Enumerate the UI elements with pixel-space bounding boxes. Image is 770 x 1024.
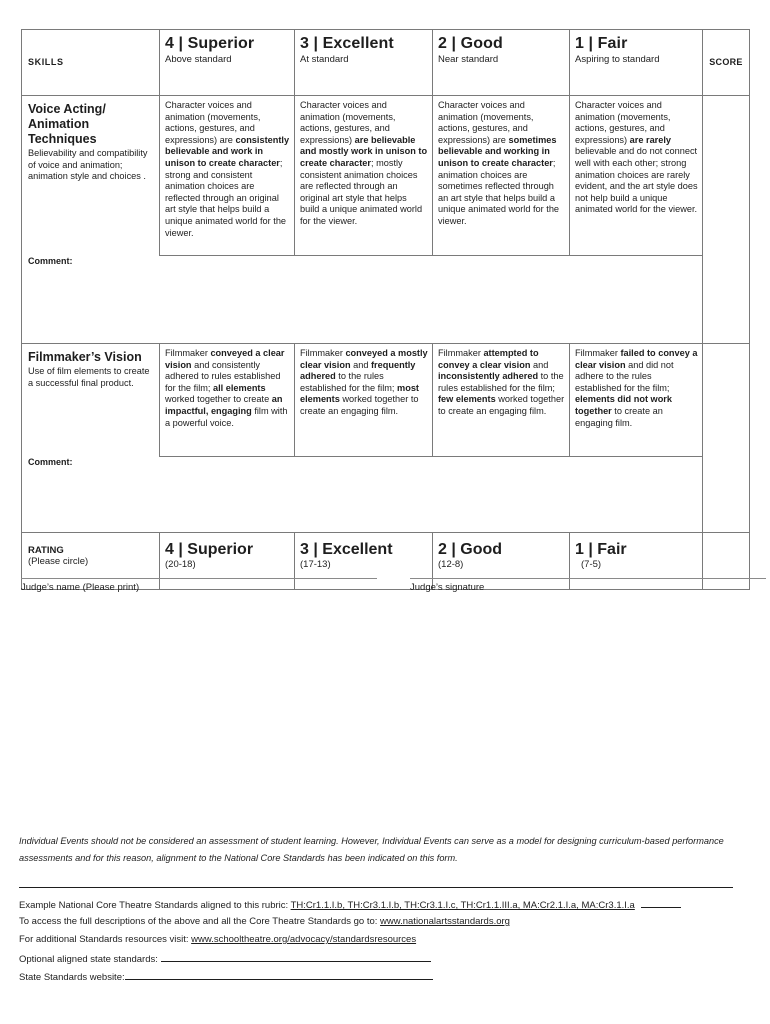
- criteria-text: worked together to create: [165, 394, 272, 405]
- skill-cell: [22, 96, 160, 256]
- level-header-superior: [160, 30, 295, 96]
- score-cell[interactable]: [703, 344, 750, 533]
- comment-label: Comment:: [28, 457, 73, 467]
- skill-row-filmmakers-vision: [22, 344, 750, 457]
- judge-name-label: Judge’s name (Please print): [21, 582, 140, 593]
- criteria-emphasis: few elements: [438, 394, 496, 405]
- criteria-text: believable and do not connect well with each other; strong animation choices are rarely evident, and the art style does not help build a unique animated world for the viewer.: [575, 146, 698, 215]
- criteria-emphasis: elements did not work together: [575, 394, 672, 416]
- additional-line: [19, 934, 416, 945]
- criteria-text: to the rules established for the film;: [300, 371, 398, 393]
- judge-signature-label: Judge’s signature: [410, 582, 485, 593]
- level-title: 4 | Superior: [165, 35, 255, 52]
- rating-option-good[interactable]: [433, 533, 570, 590]
- criteria-text: worked together to create an engaging film.: [300, 394, 419, 416]
- state-website-line: [19, 970, 433, 983]
- judge-signature-line[interactable]: [410, 578, 766, 579]
- rating-range: (20-18): [165, 559, 196, 570]
- rating-title: 2 | Good: [438, 541, 503, 558]
- criteria-cell: [295, 96, 433, 256]
- criteria-cell: [570, 344, 703, 457]
- criteria-cell: [570, 96, 703, 256]
- criteria-text: to create an engaging film.: [575, 405, 663, 428]
- level-subtitle: Above standard: [165, 54, 232, 65]
- criteria-cell: [160, 344, 295, 457]
- additional-link[interactable]: www.schooltheatre.org/advocacy/standardsresources: [191, 934, 417, 945]
- score-header: SCORE: [703, 30, 750, 96]
- criteria-text: ; strong and consistent animation choices are reflected through an original art style that helps build a unique animated world for the viewer.: [165, 157, 287, 238]
- rating-score-cell[interactable]: [703, 533, 750, 590]
- criteria-text: film with a powerful voice.: [165, 405, 288, 428]
- rating-option-fair[interactable]: [570, 533, 703, 590]
- criteria-cell: [433, 96, 570, 256]
- criteria-text: Character voices and animation (movements, actions, gestures, and expressions): [575, 100, 671, 145]
- additional-label: For additional Standards resources visit:: [19, 934, 192, 945]
- skill-name: Voice Acting/ Animation Techniques: [28, 102, 106, 146]
- level-subtitle: At standard: [300, 54, 349, 65]
- criteria-text: ; mostly consistent animation choices are reflected through an original art style that helps build a unique animated world for the viewer.: [300, 157, 423, 226]
- level-header-good: [433, 30, 570, 96]
- rating-label: RATING: [28, 545, 64, 556]
- criteria-text: and consistently adhered to rules established for the film;: [165, 359, 281, 393]
- rating-option-excellent[interactable]: [295, 533, 433, 590]
- comment-row: [22, 256, 750, 344]
- criteria-text: and: [350, 359, 371, 370]
- level-title: 2 | Good: [438, 35, 503, 52]
- criteria-cell: [433, 344, 570, 457]
- access-line: [19, 916, 510, 927]
- state-website-field[interactable]: [125, 970, 433, 980]
- criteria-text: worked together to create an engaging film.: [438, 394, 565, 416]
- criteria-text: Character voices and animation (movements, actions, gestures, and expressions) are: [165, 100, 261, 145]
- comment-label: Comment:: [28, 256, 73, 266]
- criteria-emphasis: an impactful, engaging: [165, 394, 283, 416]
- optional-standards-field[interactable]: [161, 952, 431, 962]
- state-website-label: State Standards website:: [19, 972, 125, 983]
- rating-option-superior[interactable]: [160, 533, 295, 590]
- criteria-emphasis: are rarely: [629, 134, 672, 145]
- rating-range: (7-5): [581, 559, 602, 570]
- skill-description: Believability and compatibility of voice and animation; animation style and choices .: [28, 148, 148, 182]
- standards-blank: [641, 898, 681, 908]
- criteria-text: to the rules established for the film;: [438, 371, 564, 393]
- criteria-emphasis: all elements: [213, 382, 266, 393]
- rating-title: 4 | Superior: [165, 541, 254, 558]
- skill-row-voice-acting: [22, 96, 750, 256]
- criteria-text: and: [530, 359, 549, 370]
- comment-area[interactable]: [22, 256, 703, 344]
- level-subtitle: Near standard: [438, 54, 499, 65]
- criteria-text: and did not adhere to the rules established for the film;: [575, 359, 674, 393]
- assessment-note: Individual Events should not be considered an assessment of student learning. However, Individual Events can serve as a model for designing curriculum-based performance assessments and for this reason, alignment to the National Core Standards has been indicated on this form.: [19, 836, 724, 863]
- level-subtitle: Aspiring to standard: [575, 54, 660, 65]
- score-cell[interactable]: [703, 96, 750, 344]
- criteria-emphasis: are believable and mostly work in unison to create character: [300, 134, 428, 168]
- criteria-cell: [160, 96, 295, 256]
- comment-row: [22, 457, 750, 533]
- criteria-text: Character voices and animation (movements, actions, gestures, and expressions) are: [438, 100, 534, 145]
- level-header-fair: [570, 30, 703, 96]
- rubric-table: [21, 29, 750, 590]
- judge-name-line[interactable]: [21, 578, 377, 579]
- access-label: To access the full descriptions of the above and all the Core Theatre Standards go to:: [19, 916, 381, 927]
- rating-range: (17-13): [300, 559, 331, 570]
- rating-title: 1 | Fair: [575, 541, 627, 558]
- criteria-emphasis: frequently adhered: [300, 359, 416, 382]
- criteria-emphasis: most elements: [300, 382, 419, 405]
- criteria-text: Filmmaker: [300, 348, 346, 358]
- rating-title: 3 | Excellent: [300, 541, 393, 558]
- criteria-emphasis: consistently believable and work in unison to create character: [165, 134, 290, 168]
- criteria-text: Filmmaker: [165, 348, 211, 358]
- skills-header: SKILLS: [22, 30, 160, 96]
- rating-instruction: (Please circle): [28, 556, 89, 567]
- comment-area[interactable]: [22, 457, 703, 533]
- optional-standards-line: [19, 952, 431, 965]
- level-title: 3 | Excellent: [300, 35, 394, 52]
- footer-divider: [19, 887, 733, 888]
- criteria-cell: [295, 344, 433, 457]
- criteria-text: Filmmaker: [438, 348, 484, 358]
- criteria-emphasis: attempted to convey a clear vision: [438, 348, 539, 370]
- skill-cell: [22, 344, 160, 457]
- skill-name: Filmmaker’s Vision: [28, 350, 142, 364]
- criteria-text: Character voices and animation (movements, actions, gestures, and expressions): [300, 100, 396, 145]
- standards-value: TH:Cr1.1.I.b, TH:Cr3.1.I.b, TH:Cr3.1.I.c, TH:Cr1.1.III.a, MA:Cr2.1.I.a, MA:Cr3.1.I.a: [290, 900, 635, 911]
- level-header-excellent: [295, 30, 433, 96]
- header-row: [22, 30, 750, 96]
- criteria-emphasis: inconsistently adhered: [438, 371, 539, 382]
- standards-label: Example National Core Theatre Standards aligned to this rubric:: [19, 900, 291, 911]
- criteria-text: Filmmaker: [575, 348, 621, 358]
- rating-row: [22, 533, 750, 590]
- criteria-emphasis: sometimes believable and working in unison to create character: [438, 134, 557, 168]
- rating-label-cell: [22, 533, 160, 590]
- standards-line: [19, 898, 681, 911]
- criteria-emphasis: conveyed a clear vision: [165, 348, 285, 370]
- optional-standards-label: Optional aligned state standards:: [19, 954, 161, 965]
- criteria-text: ; animation choices are sometimes reflected through an art style that helps build a unique animated world for the viewer.: [438, 157, 560, 226]
- rating-range: (12-8): [438, 559, 464, 570]
- skill-description: Use of film elements to create a successful final product.: [28, 366, 150, 388]
- access-link[interactable]: www.nationalartsstandards.org: [380, 916, 510, 927]
- level-title: 1 | Fair: [575, 35, 628, 52]
- criteria-emphasis: conveyed a mostly clear vision: [300, 348, 428, 370]
- criteria-emphasis: failed to convey a clear vision: [575, 348, 698, 370]
